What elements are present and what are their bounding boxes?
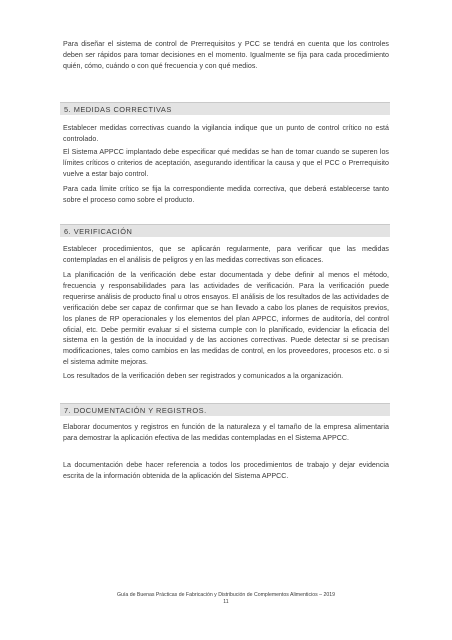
- section-heading-verificacion: [60, 224, 390, 237]
- section-title: 6. VERIFICACIÓN: [64, 227, 133, 236]
- intro-paragraph: Para diseñar el sistema de control de Prerrequisitos y PCC se tendrá en cuenta que los controles deben ser rápidos para tomar decisiones en el momento. Igualmente se fija para cada procedimiento quién, cómo, cuándo o con qué frecuencia y con qué medios.: [63, 40, 389, 70]
- paragraph: La planificación de la verificación debe estar documentada y debe definir al menos el método, frecuencia y responsabilidades para las actividades de verificación. Para la verificación puede requerirse análisis de producto final u otros ensayos. El análisis de los resultados de las actividades de verificación debe ser capaz de confirmar que se han llevado a cabo los planes de requisitos previos, los planes de RP operacionales y los elementos del plan APPCC, informes de auditoría, del control oficial, etc. Debe permitir evaluar si el sistema cumple con lo planificado, evidenciar la eficacia del sistema en la gestión de la inocuidad y de las acciones correctivas. Puede detectar si se precisan modificaciones, tales como cambios en las medidas de control, en los proveedores, procesos etc. o si el sistema admite mejoras.: [63, 271, 389, 367]
- section-title: 7. DOCUMENTACIÓN Y REGISTROS.: [64, 406, 207, 415]
- paragraph: Establecer procedimientos, que se aplicarán regularmente, para verificar que las medidas contempladas en el análisis de peligros y en las medidas correctivas son eficaces.: [63, 245, 389, 264]
- section-title: 5. MEDIDAS CORRECTIVAS: [64, 105, 172, 114]
- paragraph: Para cada límite crítico se fija la correspondiente medida correctiva, que deberá establecerse tanto sobre el proceso como sobre el producto.: [63, 185, 389, 204]
- paragraph: La documentación debe hacer referencia a todos los procedimientos de trabajo y dejar evidencia escrita de la información obtenida de la aplicación del Sistema APPCC.: [63, 461, 389, 480]
- paragraph: Los resultados de la verificación deben ser registrados y comunicados a la organización.: [63, 372, 344, 380]
- section-heading-medidas-correctivas: [60, 102, 390, 115]
- footer-title: Guía de Buenas Prácticas de Fabricación y Distribución de Complementos Alimenticios – 2019: [117, 592, 335, 598]
- section-heading-documentacion-registros: [60, 403, 390, 416]
- paragraph: El Sistema APPCC implantado debe especificar qué medidas se han de tomar cuando se superen los límites críticos o criterios de aceptación, asegurando identificar la causa y que el PCC o Prerrequisito vuelve a estar bajo control.: [63, 148, 389, 178]
- paragraph: Establecer medidas correctivas cuando la vigilancia indique que un punto de control crítico no está controlado.: [63, 124, 389, 143]
- page-number: 11: [223, 599, 229, 605]
- paragraph: Elaborar documentos y registros en función de la naturaleza y el tamaño de la empresa alimentaria para demostrar la aplicación efectiva de las medidas contempladas en el Sistema APPCC.: [63, 423, 389, 442]
